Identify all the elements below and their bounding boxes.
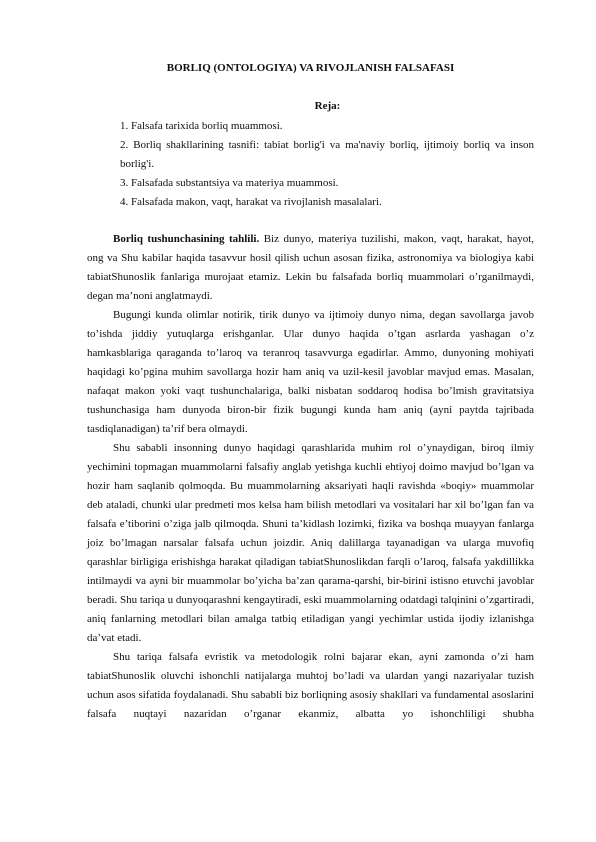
paragraph-text: Shu tariqa falsafa evristik va metodologik rolni bajarar ekan, ayni zamonda o’zi ham tabiatShunoslik oluvchi ishonchli natijalarga muhtoj bo’ladi va ulardan yangi nazariyalar tuzish uchun asos sifatida foydalanadi. Shu sababli biz borliqning asosiy shakllari va fundamental asoslarini falsafa nuqtayi nazaridan o’rganar ekanmiz, albatta yo ishonchliligi shubha — [87, 651, 534, 720]
plan-item: 3. Falsafada substantsiya va materiya muammosi. — [120, 177, 339, 189]
body-paragraph — [87, 439, 534, 648]
paragraph-text: Biz dunyo, materiya tuzilishi, makon, vaqt, harakat, hayot, ong va Shu kabilar haqida tasavvur hosil qilish uchun asosan fizika, astronomiya va biologiya kabi tabiatShunoslik fanlariga murojaat etamiz. Lekin bu falsafada borliq muammolari o’rganilmaydi, degan ma’noni anglatmaydi. — [87, 233, 535, 302]
plan-list — [87, 117, 534, 212]
plan-heading: Reja: — [314, 100, 341, 112]
section-lead-heading: Borliq tushunchasining tahlili. — [113, 233, 260, 245]
plan-item: 4. Falsafada makon, vaqt, harakat va rivojlanish masalalari. — [120, 196, 382, 208]
plan-item: 2. Borliq shakllarining tasnifi: tabiat borlig'i va ma'naviy borliq, ijtimoiy borliq va inson borlig'i. — [120, 139, 534, 170]
paragraph-text: Shu sababli insonning dunyo haqidagi qarashlarida muhim rol o’ynaydigan, biroq ilmiy yechimini topmagan muammolarni falsafiy anglab yetishga kuchli ehtiyoj doimo mavjud bo’lgan va hozir ham saqlanib qolmoqda. Bu muammolarning aksariyati haqli ravishda «boqiy» muammolar deb ataladi, chunki ular predmeti mos kelsa ham bilish metodlari va vositalari har xil bo’lgan fan va falsafa e’tiborini o’ziga jalb qilmoqda. Shuni ta’kidlash lozimki, fizika va boshqa muayyan fanlarga joiz bo’lmagan narsalar falsafa uchun joizdir. Aniq dalillarga tayanadigan va ularga muvofiq qarashlar birligiga erishishga harakat qiladigan tabiatShunoslikdan farqli o’laroq, falsafa yakdillikka intilmaydi va ayni bir muammolar bo’yicha ba’zan qarama-qarshi, bir-birini istisno etuvchi javoblar beradi. Shu tariqa u dunyoqarashni kengaytiradi, eski muammolarning odatdagi talqinini o’zgartiradi, aniq fanlarning metodlari bilan amalga tatbiq etiladigan yangi yechimlar ustida ijodiy izlanishga da’vat etadi. — [87, 442, 534, 644]
document-title: BORLIQ (ONTOLOGIYA) VA RIVOJLANISH FALSAFASI — [166, 62, 455, 74]
plan-item: 1. Falsafa tarixida borliq muammosi. — [120, 120, 283, 132]
body-paragraph — [87, 648, 534, 724]
body-paragraph — [87, 230, 534, 306]
paragraph-text: Bugungi kunda olimlar notirik, tirik dunyo va ijtimoiy dunyo nima, degan savollarga javob to’ishda jiddiy yutuqlarga erishganlar. Ular dunyo haqida o’tgan asrlarda yashagan o’z hamkasblariga qaraganda to’laroq va teranroq tasavvurga egadirlar. Ammo, dunyoning mohiyati haqidagi ko’pgina muhim savollarga hozir ham aniq va uzil-kesil javoblar mavjud emas. Masalan, nafaqat makon yoki vaqt tushunchalariga, balki nisbatan soddaroq hodisa bo’lmish gravitatsiya tushunchasiga ham dunyoda biron-bir fizik bugungi kunda ham aniq (ayni paytda tajribada tasdiqlanadigan) ta’rif bera olmaydi. — [87, 309, 534, 435]
body-paragraph — [87, 306, 534, 439]
